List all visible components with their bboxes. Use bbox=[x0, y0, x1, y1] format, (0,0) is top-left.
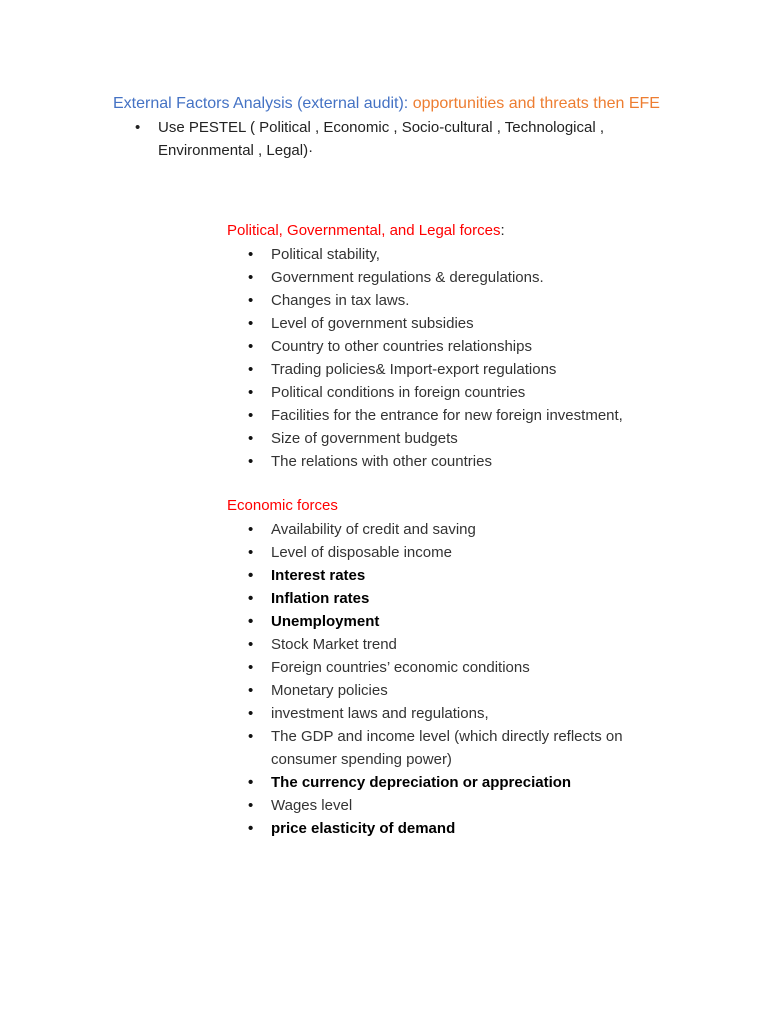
political-factor-item bbox=[248, 243, 668, 266]
political-factor-item bbox=[248, 312, 668, 335]
economic-factor-text: Stock Market trend bbox=[271, 636, 397, 653]
document-title bbox=[113, 94, 660, 114]
intro-text: Use PESTEL ( Political , Economic , Socio-cultural , Technological , Environmental , Legal)· bbox=[158, 119, 605, 159]
economic-factor-text: investment laws and regulations, bbox=[271, 705, 489, 722]
political-factor-item bbox=[248, 289, 668, 312]
political-factor-item bbox=[248, 404, 668, 427]
political-factor-text: The relations with other countries bbox=[271, 453, 492, 470]
economic-factor-text: Wages level bbox=[271, 797, 353, 814]
economic-factor-text: Monetary policies bbox=[271, 682, 388, 699]
political-factor-text: Facilities for the entrance for new foreign investment, bbox=[271, 407, 623, 424]
bullet-icon: • bbox=[248, 590, 254, 607]
bullet-icon: • bbox=[248, 705, 254, 722]
bullet-icon: • bbox=[248, 567, 254, 584]
economic-factor-text: Unemployment bbox=[271, 613, 380, 630]
bullet-icon: • bbox=[248, 269, 254, 286]
political-factor-text: Political conditions in foreign countries bbox=[271, 384, 526, 401]
bullet-icon: • bbox=[135, 119, 141, 136]
economic-factor-item bbox=[248, 564, 668, 587]
bullet-icon: • bbox=[248, 384, 254, 401]
title-main-part: External Factors Analysis (external audit): bbox=[113, 95, 413, 112]
political-factor-text: Political stability, bbox=[271, 246, 380, 263]
economic-factor-item bbox=[248, 656, 668, 679]
economic-factor-text: Foreign countries’ economic conditions bbox=[271, 659, 530, 676]
economic-factor-item bbox=[248, 518, 668, 541]
political-factor-text: Level of government subsidies bbox=[271, 315, 474, 332]
economic-section-heading bbox=[227, 496, 338, 516]
political-factor-item bbox=[248, 358, 668, 381]
bullet-icon: • bbox=[248, 361, 254, 378]
bullet-icon: • bbox=[248, 315, 254, 332]
economic-factor-text: Interest rates bbox=[271, 567, 366, 584]
economic-factor-item bbox=[248, 610, 668, 633]
economic-factor-text: The GDP and income level (which directly reflects on consumer spending power) bbox=[271, 728, 623, 768]
political-factor-item bbox=[248, 335, 668, 358]
bullet-icon: • bbox=[248, 659, 254, 676]
bullet-icon: • bbox=[248, 544, 254, 561]
political-heading-colon: : bbox=[500, 222, 505, 239]
political-factor-item bbox=[248, 427, 668, 450]
economic-factor-text: price elasticity of demand bbox=[271, 820, 456, 837]
intro-list bbox=[135, 116, 655, 162]
bullet-icon: • bbox=[248, 613, 254, 630]
bullet-icon: • bbox=[248, 521, 254, 538]
political-factor-text: Changes in tax laws. bbox=[271, 292, 410, 309]
political-factor-item bbox=[248, 266, 668, 289]
bullet-icon: • bbox=[248, 636, 254, 653]
bullet-icon: • bbox=[248, 338, 254, 355]
political-factor-item bbox=[248, 450, 668, 473]
political-factor-text: Country to other countries relationships bbox=[271, 338, 532, 355]
bullet-icon: • bbox=[248, 774, 254, 791]
political-factor-list bbox=[248, 243, 668, 473]
economic-factor-item bbox=[248, 794, 668, 817]
economic-factor-item bbox=[248, 541, 668, 564]
bullet-icon: • bbox=[248, 820, 254, 837]
bullet-icon: • bbox=[248, 430, 254, 447]
bullet-icon: • bbox=[248, 682, 254, 699]
economic-factor-list bbox=[248, 518, 668, 840]
economic-factor-text: Level of disposable income bbox=[271, 544, 452, 561]
political-section-heading bbox=[227, 221, 505, 241]
economic-factor-item bbox=[248, 633, 668, 656]
political-factor-text: Government regulations & deregulations. bbox=[271, 269, 544, 286]
economic-factor-item bbox=[248, 702, 668, 725]
bullet-icon: • bbox=[248, 292, 254, 309]
intro-list-item bbox=[135, 116, 655, 162]
political-factor-item bbox=[248, 381, 668, 404]
economic-factor-item bbox=[248, 725, 668, 771]
economic-factor-item bbox=[248, 771, 668, 794]
bullet-icon: • bbox=[248, 797, 254, 814]
bullet-icon: • bbox=[248, 453, 254, 470]
economic-heading-text: Economic forces bbox=[227, 497, 338, 514]
bullet-icon: • bbox=[248, 246, 254, 263]
title-highlight-part: opportunities and threats then EFE bbox=[412, 95, 660, 112]
bullet-icon: • bbox=[248, 728, 254, 745]
economic-factor-item bbox=[248, 817, 668, 840]
economic-factor-item bbox=[248, 587, 668, 610]
economic-factor-text: Availability of credit and saving bbox=[271, 521, 476, 538]
political-heading-text: Political, Governmental, and Legal forces bbox=[227, 222, 501, 239]
economic-factor-text: Inflation rates bbox=[271, 590, 370, 607]
political-factor-text: Size of government budgets bbox=[271, 430, 458, 447]
political-factor-text: Trading policies& Import-export regulations bbox=[271, 361, 557, 378]
economic-factor-item bbox=[248, 679, 668, 702]
economic-factor-text: The currency depreciation or appreciation bbox=[271, 774, 572, 791]
bullet-icon: • bbox=[248, 407, 254, 424]
